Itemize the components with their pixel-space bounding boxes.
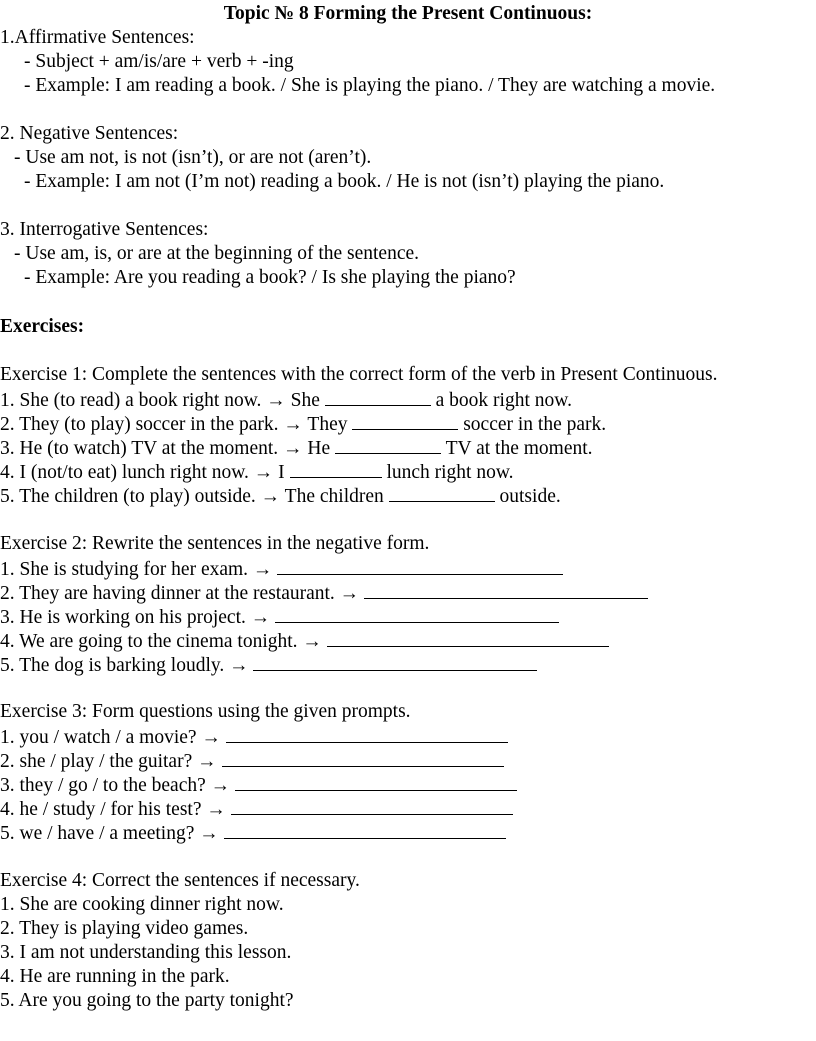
exercise3-item-text: 4. he / study / for his test? → [0, 799, 226, 820]
exercise1-item [0, 483, 561, 509]
exercise1-item-text: 3. He (to watch) TV at the moment. → He [0, 438, 331, 459]
answer-blank[interactable] [224, 820, 506, 839]
exercise1-item-text: soccer in the park. [463, 414, 607, 435]
answer-blank[interactable] [352, 411, 458, 430]
answer-blank[interactable] [222, 748, 504, 767]
exercise3-instruction: Exercise 3: Form questions using the given prompts. [0, 701, 411, 722]
answer-blank[interactable] [364, 580, 648, 599]
exercise1-item-text: lunch right now. [386, 462, 514, 483]
exercise1-item [0, 435, 593, 461]
answer-blank[interactable] [290, 459, 382, 478]
exercise2-item [0, 580, 648, 606]
exercise1-item-text: a book right now. [435, 390, 572, 411]
interrogative-example: - Example: Are you reading a book? / Is she playing the piano? [24, 267, 516, 288]
answer-blank[interactable] [335, 435, 441, 454]
answer-blank[interactable] [389, 483, 495, 502]
exercise4-item: 3. I am not understanding this lesson. [0, 942, 292, 963]
answer-blank[interactable] [231, 796, 513, 815]
exercise3-item [0, 796, 513, 822]
answer-blank[interactable] [235, 772, 517, 791]
answer-blank[interactable] [277, 556, 563, 575]
page-title: Topic № 8 Forming the Present Continuous: [223, 3, 593, 24]
answer-blank[interactable] [275, 604, 559, 623]
interrogative-rule: - Use am, is, or are at the beginning of the sentence. [14, 243, 420, 264]
exercise2-item [0, 556, 563, 582]
exercise1-item-text: 4. I (not/to eat) lunch right now. → I [0, 462, 285, 483]
exercise3-item [0, 724, 508, 750]
negative-rule: - Use am not, is not (isn’t), or are not (aren’t). [14, 147, 372, 168]
exercise4-item: 5. Are you going to the party tonight? [0, 990, 294, 1011]
exercise2-item [0, 628, 609, 654]
exercise3-item-text: 5. we / have / a meeting? → [0, 823, 219, 844]
exercise3-item-text: 1. you / watch / a movie? → [0, 727, 221, 748]
exercise2-item [0, 652, 537, 678]
exercise1-instruction: Exercise 1: Complete the sentences with the correct form of the verb in Present Continuous. [0, 364, 718, 385]
exercise3-item-text: 3. they / go / to the beach? → [0, 775, 231, 796]
exercise3-item [0, 748, 504, 774]
exercise2-item-text: 3. He is working on his project. → [0, 607, 271, 628]
exercise1-item [0, 411, 606, 437]
negative-example: - Example: I am not (I’m not) reading a book. / He is not (isn’t) playing the piano. [24, 171, 665, 192]
exercise1-item-text: 1. She (to read) a book right now. → She [0, 390, 320, 411]
exercise1-item-text: 5. The children (to play) outside. → The children [0, 486, 384, 507]
exercise2-item [0, 604, 559, 630]
exercise4-item: 4. He are running in the park. [0, 966, 230, 987]
exercise1-item-text: TV at the moment. [445, 438, 593, 459]
exercise4-item: 1. She are cooking dinner right now. [0, 894, 284, 915]
exercise1-item [0, 387, 572, 413]
exercise2-item-text: 4. We are going to the cinema tonight. → [0, 631, 322, 652]
exercise2-instruction: Exercise 2: Rewrite the sentences in the negative form. [0, 533, 430, 554]
affirmative-heading: 1.Affirmative Sentences: [0, 27, 195, 48]
exercise2-item-text: 2. They are having dinner at the restaurant. → [0, 583, 360, 604]
exercise4-instruction: Exercise 4: Correct the sentences if necessary. [0, 870, 360, 891]
exercise2-item-text: 5. The dog is barking loudly. → [0, 655, 249, 676]
exercise3-item-text: 2. she / play / the guitar? → [0, 751, 217, 772]
affirmative-rule: - Subject + am/is/are + verb + -ing [24, 51, 294, 72]
exercise1-item [0, 459, 514, 485]
affirmative-example: - Example: I am reading a book. / She is playing the piano. / They are watching a movie. [24, 75, 716, 96]
exercise2-item-text: 1. She is studying for her exam. → [0, 559, 273, 580]
exercise1-item-text: 2. They (to play) soccer in the park. → They [0, 414, 348, 435]
interrogative-heading: 3. Interrogative Sentences: [0, 219, 209, 240]
exercise3-item [0, 772, 517, 798]
exercises-heading: Exercises: [0, 316, 85, 337]
exercise4-item: 2. They is playing video games. [0, 918, 249, 939]
answer-blank[interactable] [327, 628, 609, 647]
exercise1-item-text: outside. [499, 486, 561, 507]
answer-blank[interactable] [325, 387, 431, 406]
answer-blank[interactable] [253, 652, 537, 671]
negative-heading: 2. Negative Sentences: [0, 123, 179, 144]
answer-blank[interactable] [226, 724, 508, 743]
exercise3-item [0, 820, 506, 846]
